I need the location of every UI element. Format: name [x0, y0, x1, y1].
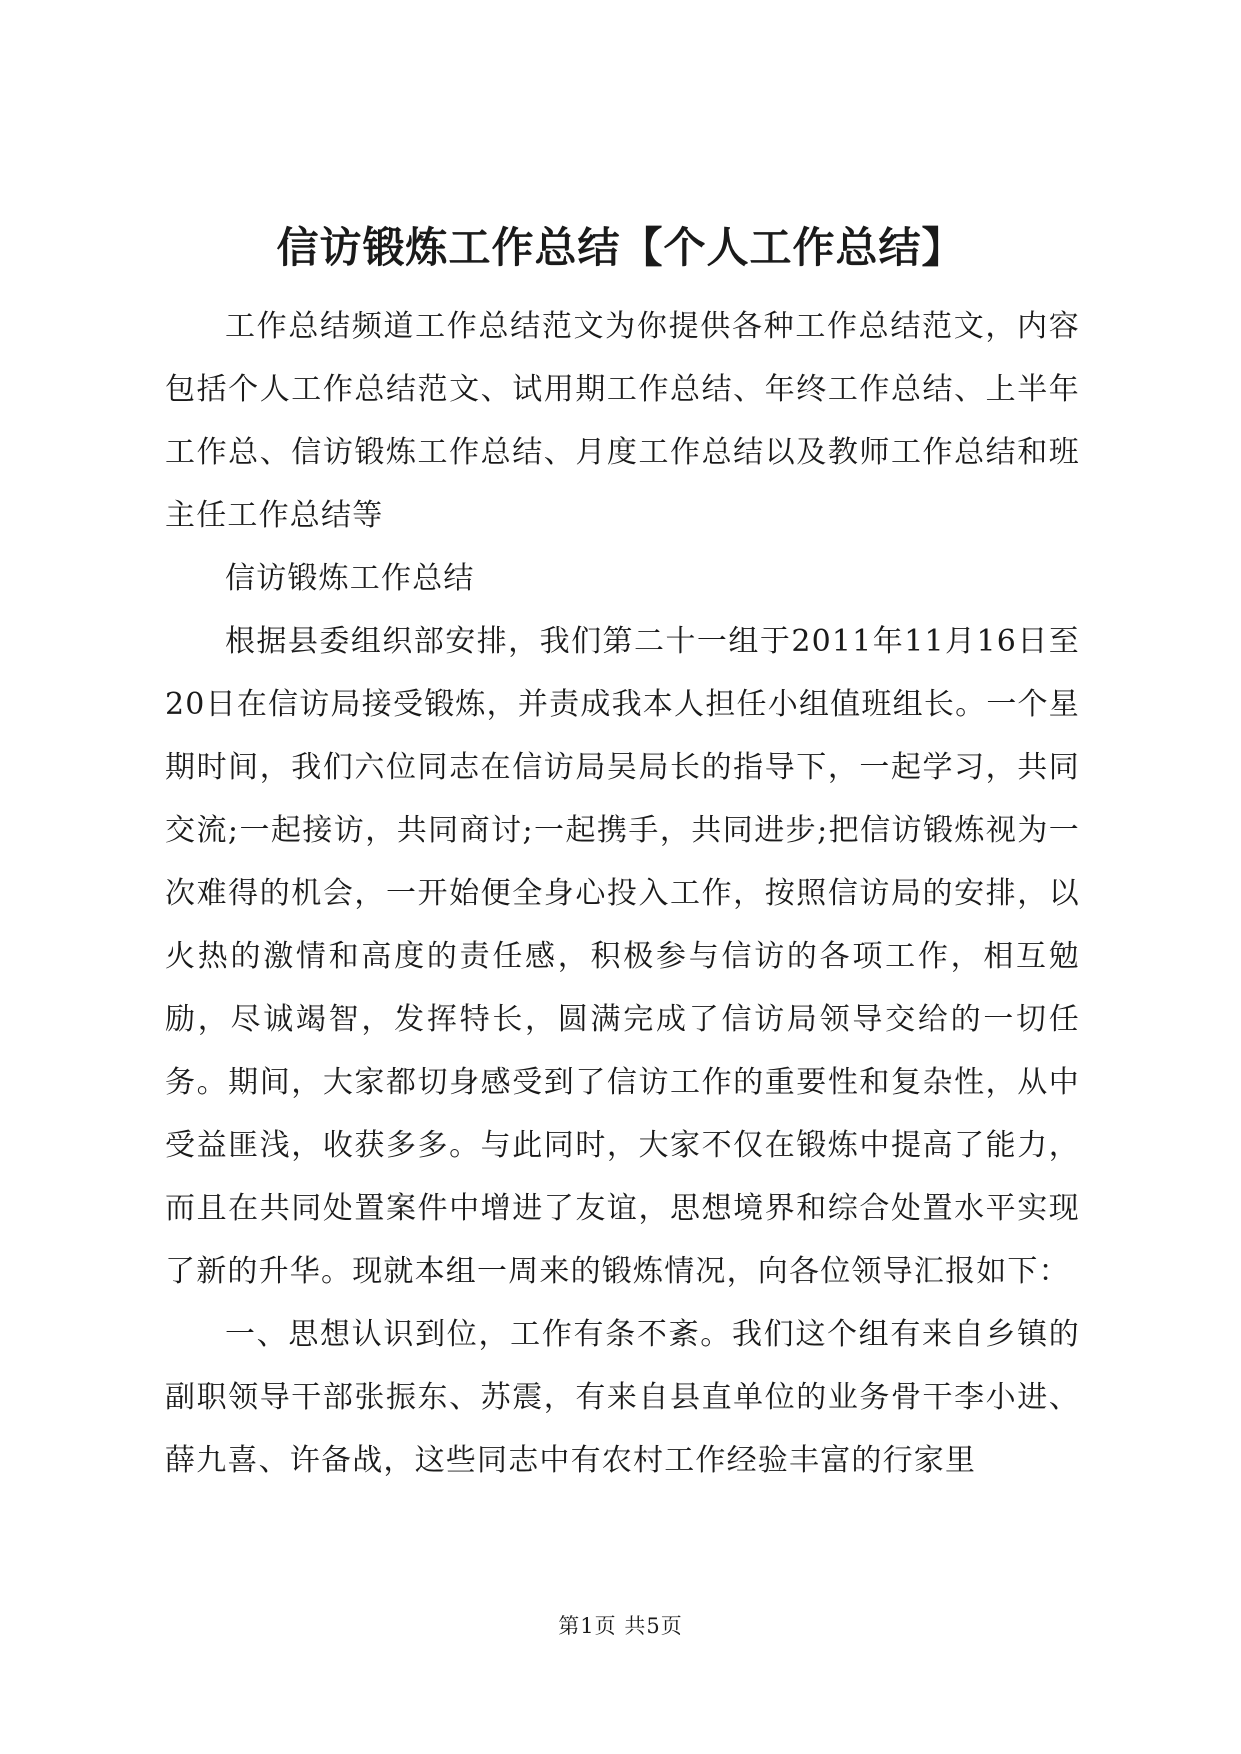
document-body [165, 295, 1080, 1492]
document-title: 信访锻炼工作总结【个人工作总结】 [276, 223, 965, 272]
paragraph-intro: 工作总结频道工作总结范文为你提供各种工作总结范文，内容包括个人工作总结范文、试用期工作总结、年终工作总结、上半年工作总、信访锻炼工作总结、月度工作总结以及教师工作总结和班主任工作总结等 [165, 309, 1080, 533]
paragraph-subtitle: 信访锻炼工作总结 [225, 561, 475, 596]
paragraph-section-one: 一、思想认识到位，工作有条不紊。我们这个组有来自乡镇的副职领导干部张振东、苏震，有来自县直单位的业务骨干李小进、薛九喜、许备战，这些同志中有农村工作经验丰富的行家里 [165, 1317, 1080, 1478]
paragraph-main: 根据县委组织部安排，我们第二十一组于2011年11月16日至20日在信访局接受锻炼，并责成我本人担任小组值班组长。一个星期时间，我们六位同志在信访局吴局长的指导下，一起学习，共同交流;一起接访，共同商讨;一起携手，共同进步;把信访锻炼视为一次难得的机会，一开始便全身心投入工作，按照信访局的安排，以火热的激情和高度的责任感，积极参与信访的各项工作，相互勉励，尽诚竭智，发挥特长，圆满完成了信访局领导交给的一切任务。期间，大家都切身感受到了信访工作的重要性和复杂性，从中受益匪浅，收获多多。与此同时，大家不仅在锻炼中提高了能力，而且在共同处置案件中增进了友谊，思想境界和综合处置水平实现了新的升华。现就本组一周来的锻炼情况，向各位领导汇报如下： [165, 624, 1080, 1289]
page-number-footer: 第1页 共5页 [558, 1614, 683, 1638]
